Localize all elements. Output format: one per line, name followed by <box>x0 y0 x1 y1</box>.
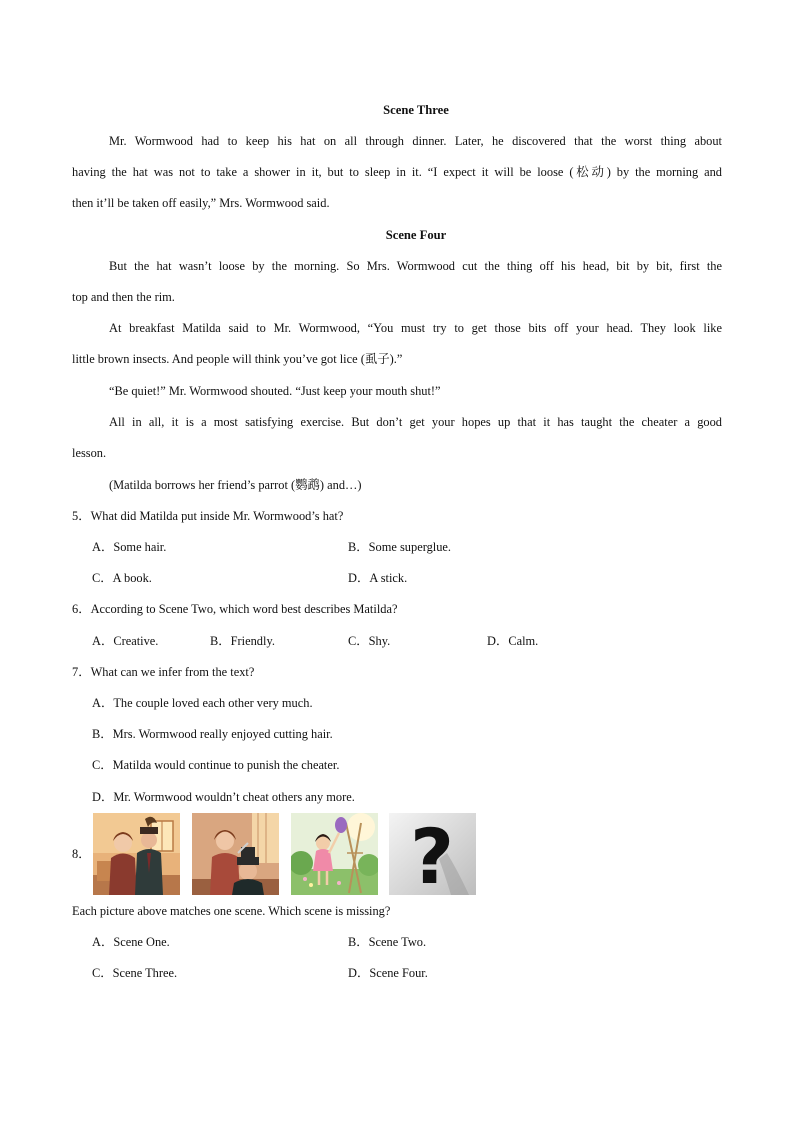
question-6-stem: 6．According to Scene Two, which word best describes Matilda? <box>72 602 398 616</box>
question-8-option-c[interactable]: C．Scene Three. <box>92 966 178 980</box>
scene-four-p2-line-1: At breakfast Matilda said to Mr. Wormwood, “You must try to get those bits off your head. They look like <box>109 321 722 335</box>
question-6-option-c[interactable]: C．Shy. <box>348 634 391 648</box>
scene-four-p1-line-2: top and then the rim. <box>72 290 175 304</box>
scene-three-line-2: having the hat was not to take a shower in it, but to sleep in it. “I expect it will be loose (松动) by the morning and <box>72 165 722 179</box>
scene-four-p4-line-2: lesson. <box>72 446 107 460</box>
scene-four-p1-line-1: But the hat wasn’t loose by the morning. So Mrs. Wormwood cut the thing off his head, bit by bit, first the <box>109 259 722 273</box>
question-7-option-d[interactable]: D．Mr. Wormwood wouldn’t cheat others any more. <box>92 790 355 804</box>
svg-text:?: ? <box>409 813 455 895</box>
question-5-stem: 5．What did Matilda put inside Mr. Wormwood’s hat? <box>72 509 344 523</box>
girl-garden-picture <box>291 813 378 895</box>
question-7-option-c[interactable]: C．Matilda would continue to punish the cheater. <box>92 758 340 772</box>
question-8-option-d[interactable]: D．Scene Four. <box>348 966 428 980</box>
scene-four-heading: Scene Four <box>385 228 447 242</box>
question-7-stem: 7．What can we infer from the text? <box>72 665 255 679</box>
scene-three-heading: Scene Three <box>383 103 449 117</box>
scene-four-p3: “Be quiet!” Mr. Wormwood shouted. “Just keep your mouth shut!” <box>109 384 441 398</box>
question-6-option-d[interactable]: D．Calm. <box>487 634 539 648</box>
question-5-option-a[interactable]: A．Some hair. <box>92 540 167 554</box>
scene-four-p2-line-2: little brown insects. And people will think you’ve got lice (虱子).” <box>72 352 403 366</box>
scene-three-line-3: then it’ll be taken off easily,” Mrs. Wormwood said. <box>72 196 330 210</box>
haircut-picture <box>192 813 279 895</box>
question-7-option-b[interactable]: B．Mrs. Wormwood really enjoyed cutting hair. <box>92 727 333 741</box>
question-8-option-b[interactable]: B．Scene Two. <box>348 935 427 949</box>
question-8-stem: Each picture above matches one scene. Which scene is missing? <box>72 904 391 918</box>
question-5-option-d[interactable]: D．A stick. <box>348 571 408 585</box>
question-5-option-b[interactable]: B．Some superglue. <box>348 540 452 554</box>
question-6-option-a[interactable]: A．Creative. <box>92 634 159 648</box>
scene-four-p4-line-1: All in all, it is a most satisfying exercise. But don’t get your hopes up that it has taught the cheater a good <box>109 415 722 429</box>
question-8-option-a[interactable]: A．Scene One. <box>92 935 170 949</box>
question-mark-picture <box>389 813 476 895</box>
question-6-option-b[interactable]: B．Friendly. <box>210 634 275 648</box>
scene-four-p5: (Matilda borrows her friend’s parrot (鹦鹉) and…) <box>109 478 362 492</box>
question-7-option-a[interactable]: A．The couple loved each other very much. <box>92 696 313 710</box>
question-8-number: 8． <box>72 847 91 861</box>
couple-argument-picture <box>93 813 180 895</box>
scene-three-line-1: Mr. Wormwood had to keep his hat on all through dinner. Later, he discovered that the worst thing about <box>109 134 722 148</box>
question-5-option-c[interactable]: C．A book. <box>92 571 152 585</box>
